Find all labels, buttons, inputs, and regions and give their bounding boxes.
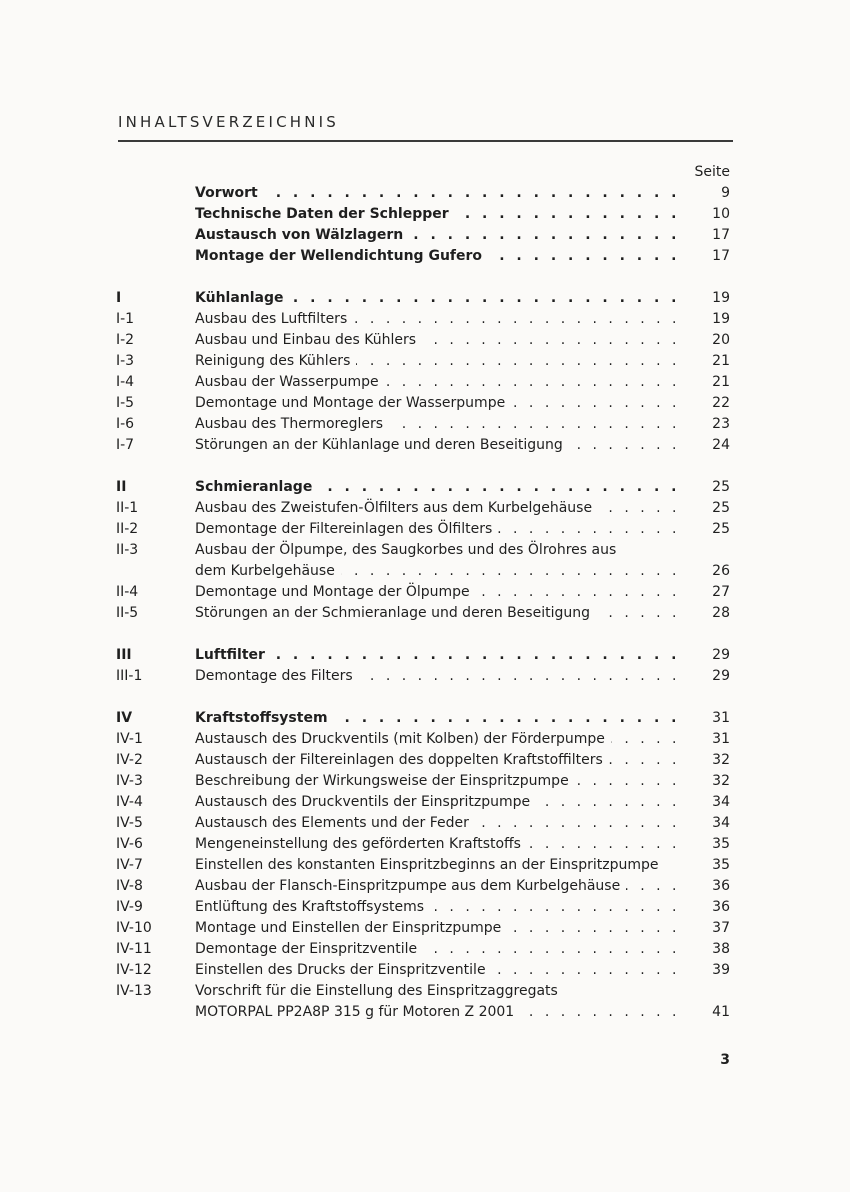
toc-entry [0, 435, 850, 456]
toc-entry [0, 666, 850, 687]
toc-entry [0, 750, 850, 771]
toc-entry-code: I-5 [116, 395, 135, 411]
toc-entry-code: I-3 [116, 353, 135, 369]
toc-entry-title [195, 708, 680, 729]
toc-entry-code: IV-13 [116, 983, 152, 999]
toc-entry-title [195, 1002, 680, 1023]
toc-entry-code: III [116, 647, 132, 663]
toc-entry [0, 1002, 850, 1023]
toc-entry-title [195, 981, 735, 1002]
toc-entry-title-text: Austausch des Druckventils (mit Kolben) der Förderpumpe [195, 731, 611, 747]
toc-entry [0, 372, 850, 393]
toc-entry [0, 540, 850, 561]
toc-entry-title [195, 288, 680, 309]
toc-entry-page: 20 [712, 332, 730, 348]
toc-entry-title-text: Austausch des Druckventils der Einspritzpumpe [195, 794, 536, 810]
toc-entry-page: 25 [712, 521, 730, 537]
toc-entry-code: II-4 [116, 584, 139, 600]
toc-entry-code: IV-8 [116, 878, 143, 894]
toc-entry-code: I-4 [116, 374, 135, 390]
toc-entry [0, 981, 850, 1002]
toc-entry-title-text: Beschreibung der Wirkungsweise der Einspritzpumpe [195, 773, 575, 789]
toc-entry-page: 21 [712, 374, 730, 390]
toc-entry-page: 19 [712, 311, 730, 327]
toc-entry-page: 34 [712, 794, 730, 810]
toc-entry-title-text: Ausbau des Thermoreglers [195, 416, 389, 432]
toc-entry-code: II-3 [116, 542, 139, 558]
toc-entry-title [195, 834, 680, 855]
toc-entry-title-text: Vorwort [195, 185, 264, 201]
toc-entry-title-text: MOTORPAL PP2A8P 315 g für Motoren Z 2001 [195, 1004, 520, 1020]
toc-entry-code: IV-2 [116, 752, 143, 768]
toc-entry-page: 36 [712, 899, 730, 915]
toc-entry-title-text: Austausch von Wälzlagern [195, 227, 409, 243]
toc-entry-title [195, 645, 680, 666]
toc-entry-title [195, 876, 680, 897]
toc-entry-title-text: dem Kurbelgehäuse [195, 563, 341, 579]
toc-entry-title-text: Demontage der Einspritzventile [195, 941, 423, 957]
toc-entry [0, 309, 850, 330]
toc-entry-title-text: Ausbau der Ölpumpe, des Saugkorbes und des Ölrohres aus [195, 542, 622, 558]
toc-entry-title-text: Montage der Wellendichtung Gufero [195, 248, 488, 264]
toc-entry-title [195, 666, 680, 687]
toc-entry [0, 183, 850, 204]
toc-entry [0, 603, 850, 624]
toc-entry-title [195, 309, 680, 330]
toc-entry-title-text: Ausbau der Flansch-Einspritzpumpe aus dem Kurbelgehäuse [195, 878, 626, 894]
toc-entry-code: III-1 [116, 668, 143, 684]
toc-entry [0, 288, 850, 309]
toc-entry-title-text: Demontage der Filtereinlagen des Ölfilters [195, 521, 498, 537]
toc-entry-code: IV-6 [116, 836, 143, 852]
heading-rule [118, 140, 733, 142]
toc-entry-title-text: Reinigung des Kühlers [195, 353, 356, 369]
toc-entry-page: 26 [712, 563, 730, 579]
toc-entry [0, 771, 850, 792]
toc-entry-title-text: Kraftstoffsystem [195, 710, 334, 726]
toc-entry [0, 834, 850, 855]
toc-entry-title [195, 897, 680, 918]
toc-entry-page: 29 [712, 647, 730, 663]
toc-entry [0, 729, 850, 750]
toc-entry [0, 939, 850, 960]
toc-entry-page: 32 [712, 773, 730, 789]
toc-entry-page: 22 [712, 395, 730, 411]
toc-entry-page: 17 [712, 248, 730, 264]
toc-entry-page: 37 [712, 920, 730, 936]
toc-entry-title [195, 351, 680, 372]
toc-entry [0, 792, 850, 813]
toc-entry-title [195, 414, 680, 435]
toc-entry [0, 330, 850, 351]
toc-entry [0, 204, 850, 225]
toc-entry-page: 36 [712, 878, 730, 894]
toc-entry-title [195, 246, 680, 267]
toc-entry [0, 876, 850, 897]
toc-entry-title-text: Montage und Einstellen der Einspritzpumpe [195, 920, 507, 936]
toc-entry-title-text: Ausbau und Einbau des Kühlers [195, 332, 422, 348]
toc-entry [0, 351, 850, 372]
toc-entry [0, 582, 850, 603]
toc-entry-title [195, 603, 680, 624]
toc-entry [0, 813, 850, 834]
toc-entry-title [195, 540, 735, 561]
toc-entry-page: 41 [712, 1004, 730, 1020]
toc-entry [0, 708, 850, 729]
toc-entry-page: 23 [712, 416, 730, 432]
toc-entry-code: IV-3 [116, 773, 143, 789]
toc-entry-code: IV-4 [116, 794, 143, 810]
toc-entry-page: 32 [712, 752, 730, 768]
toc-entry [0, 897, 850, 918]
toc-entry-page: 17 [712, 227, 730, 243]
toc-entry [0, 225, 850, 246]
toc-entry-page: 35 [712, 857, 730, 873]
toc-entry-code: IV [116, 710, 133, 726]
toc-entry-code: IV-1 [116, 731, 143, 747]
toc-entry-title [195, 498, 680, 519]
toc-entry-title-text: Vorschrift für die Einstellung des Einspritzaggregats [195, 983, 564, 999]
toc-entry-page: 35 [712, 836, 730, 852]
toc-entry-title-text: Austausch des Elements und der Feder [195, 815, 475, 831]
toc-entry-title-text: Störungen an der Schmieranlage und deren Beseitigung [195, 605, 596, 621]
toc-entry [0, 498, 850, 519]
toc-entry-title [195, 435, 680, 456]
toc-entry-title [195, 204, 680, 225]
seite-column-label: Seite [694, 164, 730, 180]
toc-entry-page: 25 [712, 479, 730, 495]
toc-entry [0, 519, 850, 540]
toc-entry-code: IV-12 [116, 962, 152, 978]
toc-entry-code: II-2 [116, 521, 139, 537]
toc-entry [0, 393, 850, 414]
toc-entry [0, 477, 850, 498]
toc-entry-title-text: Kühlanlage [195, 290, 290, 306]
toc-entry-title [195, 960, 680, 981]
toc-entry-code: IV-9 [116, 899, 143, 915]
toc-entry-title-text: Mengeneinstellung des geförderten Kraftstoffs [195, 836, 527, 852]
toc-entry-title [195, 918, 680, 939]
toc-entry-page: 34 [712, 815, 730, 831]
toc-entry [0, 645, 850, 666]
toc-entry-code: I [116, 290, 122, 306]
toc-entry-page: 25 [712, 500, 730, 516]
toc-entry-page: 19 [712, 290, 730, 306]
toc-entry-page: 10 [712, 206, 730, 222]
toc-entry-title [195, 183, 680, 204]
toc-entry-page: 31 [712, 710, 730, 726]
toc-entry-code: II [116, 479, 127, 495]
toc-entry-title-text: Demontage des Filters [195, 668, 359, 684]
toc-entry-page: 38 [712, 941, 730, 957]
toc-entry-title [195, 813, 680, 834]
toc-entry-title [195, 855, 680, 876]
toc-entry-title [195, 582, 680, 603]
toc-entry-title [195, 939, 680, 960]
toc-entry-title [195, 477, 680, 498]
toc-entry-code: IV-5 [116, 815, 143, 831]
toc-entry-title [195, 225, 680, 246]
toc-entry-title-text: Ausbau des Luftfilters [195, 311, 353, 327]
toc-entry-title [195, 792, 680, 813]
toc-entry-title-text: Ausbau der Wasserpumpe [195, 374, 385, 390]
toc-entry-page: 27 [712, 584, 730, 600]
page-number: 3 [720, 1052, 730, 1068]
toc-entry [0, 918, 850, 939]
toc-entry [0, 414, 850, 435]
toc-entry-title-text: Einstellen des Drucks der Einspritzventile [195, 962, 492, 978]
toc-entry-page: 9 [721, 185, 730, 201]
toc-entry-title-text: Demontage und Montage der Wasserpumpe [195, 395, 511, 411]
toc-entry-title-text: Entlüftung des Kraftstoffsystems [195, 899, 430, 915]
toc-entry-title-text: Ausbau des Zweistufen-Ölfilters aus dem Kurbelgehäuse [195, 500, 598, 516]
toc-entry-title-text: Luftfilter [195, 647, 271, 663]
toc-entry-title [195, 729, 680, 750]
toc-entry [0, 855, 850, 876]
toc-entry-title [195, 561, 680, 582]
toc-entry-title-text: Störungen an der Kühlanlage und deren Beseitigung [195, 437, 569, 453]
toc-entry-title [195, 771, 680, 792]
toc-entry-title-text: Austausch der Filtereinlagen des doppelten Kraftstoffilters [195, 752, 609, 768]
toc-entry [0, 561, 850, 582]
toc-entry-title-text: Demontage und Montage der Ölpumpe [195, 584, 476, 600]
toc-entry-code: IV-10 [116, 920, 152, 936]
toc-entry-title [195, 519, 680, 540]
page-heading: INHALTSVERZEICHNIS [118, 113, 340, 131]
toc-entry-title [195, 330, 680, 351]
toc-entry-code: I-6 [116, 416, 135, 432]
toc-entry-page: 31 [712, 731, 730, 747]
toc-entry-code: IV-7 [116, 857, 143, 873]
toc-entry-page: 29 [712, 668, 730, 684]
toc-entry-code: I-1 [116, 311, 135, 327]
toc-entry-page: 39 [712, 962, 730, 978]
toc-entry-title [195, 372, 680, 393]
toc-entry-code: II-5 [116, 605, 139, 621]
toc-entry-page: 24 [712, 437, 730, 453]
toc-entry-page: 21 [712, 353, 730, 369]
toc-entry [0, 246, 850, 267]
toc-entry-title-text: Technische Daten der Schlepper [195, 206, 455, 222]
toc-entry-code: II-1 [116, 500, 139, 516]
toc-entry-code: IV-11 [116, 941, 152, 957]
toc-entry-title [195, 393, 680, 414]
toc-entry-title-text: Schmieranlage [195, 479, 318, 495]
toc-entry-title-text: Einstellen des konstanten Einspritzbeginns an der Einspritzpumpe [195, 857, 665, 873]
toc-entry-title [195, 750, 680, 771]
toc-entry-code: I-2 [116, 332, 135, 348]
toc-entry [0, 960, 850, 981]
toc-entry-page: 28 [712, 605, 730, 621]
toc-entry-code: I-7 [116, 437, 135, 453]
